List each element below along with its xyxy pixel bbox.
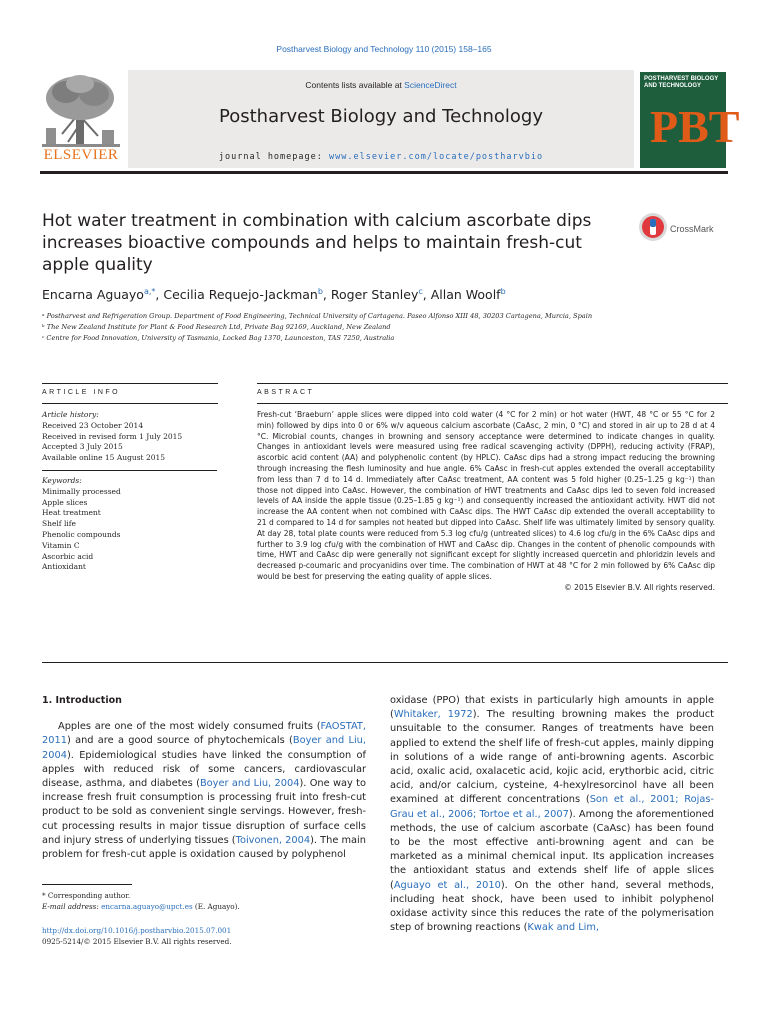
keyword-item: Minimally processed — [42, 486, 121, 496]
issn-copyright: 0925-5214/© 2015 Elsevier B.V. All rights reserved. — [42, 937, 232, 946]
citation-link[interactable]: Son et al., 2001; Rojas-Grau et al., 2006; Tortoe et al., 2007 — [390, 794, 714, 820]
body-text: ). Epidemiological studies have linked the consumption of apples with reduced risk of some cancers, cardiovascular disease, asthma, and diabetes ( — [42, 749, 366, 790]
introduction-paragraph — [42, 720, 366, 862]
abstract-rule-top — [257, 383, 728, 384]
affiliation-item: ᵇ The New Zealand Institute for Plant & Food Research Ltd, Private Bag 92169, Auckland, New Zealand — [42, 323, 391, 331]
affiliation-item: ᶜ Centre for Food Innovation, University of Tasmania, Locked Bag 1370, Launceston, TAS 7250, Australia — [42, 334, 395, 342]
corresponding-author-note: * Corresponding author. — [42, 891, 131, 900]
body-text: ). On the other hand, several methods, including heat shock, have been used to inhibit polyphenol oxidase activity since this reduces the rate of the polymerisation step of browning reactions ( — [390, 879, 714, 934]
author-separator: , — [322, 287, 331, 303]
affiliations — [42, 311, 642, 344]
citation-link[interactable]: Boyer and Liu, 2004 — [42, 735, 367, 761]
introduction-paragraph-continued — [390, 694, 714, 935]
body-text: ). The resulting browning makes the product unsuitable to the consumer. Ranges of treatments have been applied to extend the shelf life of fresh-cut apples, mainly dipping in solutions of a wide range of anti-browning agents. Ascorbic acid, oxalic acid, oxalacetic acid, kojic acid, erythorbic acid, citric acid, and/or calcium, cysteine, 4-hexylresorcinol have all been examined at different concentrations ( — [390, 709, 714, 806]
footnotes — [42, 890, 366, 912]
body-text: ) and are a good source of phytochemicals ( — [66, 735, 293, 747]
author-name[interactable]: Roger Stanley — [330, 287, 419, 303]
author-list — [42, 287, 722, 302]
journal-title: Postharvest Biology and Technology — [219, 106, 543, 127]
citation-link[interactable]: Aguayo et al., 2010 — [393, 879, 501, 891]
email-link[interactable]: encarna.aguayo@upct.es — [101, 902, 193, 911]
masthead — [40, 70, 740, 170]
abstract-copyright: © 2015 Elsevier B.V. All rights reserved. — [564, 582, 715, 592]
author-name[interactable]: Allan Woolf — [430, 287, 501, 303]
body-text: ). One way to increase fresh fruit consumption is processing fruit into fresh-cut product to be sold as convenient single servings. However, fresh-cut processing results in major tissue disruption of surface cells and injury stress of underlying tissues ( — [42, 778, 367, 846]
author-separator: , — [155, 287, 164, 303]
keyword-item: Shelf life — [42, 519, 76, 529]
article-info-rule — [42, 403, 218, 404]
journal-homepage — [128, 152, 634, 162]
contents-line — [128, 80, 634, 90]
email-note — [42, 901, 366, 912]
author-name[interactable]: Cecilia Requejo-Jackman — [163, 287, 318, 303]
homepage-link[interactable]: www.elsevier.com/locate/postharvbio — [329, 152, 544, 162]
journal-cover-thumbnail[interactable] — [640, 72, 740, 168]
body-text: Apples are one of the most widely consumed fruits ( — [58, 721, 321, 733]
keyword-item: Antioxidant — [42, 562, 86, 572]
homepage-prefix: journal homepage: — [218, 152, 329, 162]
keywords-label: Keywords: — [42, 475, 82, 485]
body-column-left — [42, 694, 366, 862]
keyword-item: Apple slices — [42, 497, 88, 507]
citation-link[interactable]: Boyer and Liu, 2004 — [199, 778, 300, 790]
article-title: Hot water treatment in combination with calcium ascorbate dips increases bioactive compounds and helps to maintain fresh-cut apple quality — [42, 211, 592, 275]
abstract-body — [257, 410, 715, 594]
history-item: Received 23 October 2014 — [42, 420, 144, 430]
email-label: E-mail address: — [42, 902, 102, 911]
keyword-item: Phenolic compounds — [42, 529, 121, 539]
body-text: oxidase (PPO) that exists in particularly high amounts in apple ( — [390, 695, 714, 721]
section-title: 1. Introduction — [42, 695, 122, 706]
abstract-heading: ABSTRACT — [257, 389, 315, 396]
article-info-heading: ARTICLE INFO — [42, 389, 121, 396]
article-info-rule-top — [42, 383, 218, 384]
keywords-rule — [42, 470, 217, 471]
author-affiliation-marker[interactable]: c — [418, 287, 423, 296]
history-item: Received in revised form 1 July 2015 — [42, 431, 183, 441]
elsevier-logo[interactable] — [40, 72, 122, 168]
journal-header-box — [128, 70, 634, 168]
publisher-name: ELSEVIER — [43, 147, 119, 163]
email-suffix: (E. Aguayo). — [192, 902, 240, 911]
abstract-rule — [257, 403, 728, 404]
journal-reference[interactable]: Postharvest Biology and Technology 110 (2015) 158–165 — [276, 44, 492, 54]
header-rule — [40, 171, 728, 174]
keyword-item: Vitamin C — [42, 540, 80, 550]
crossmark-badge[interactable] — [638, 212, 728, 246]
keyword-item: Heat treatment — [42, 508, 101, 518]
sciencedirect-link[interactable]: ScienceDirect — [404, 80, 457, 90]
author-affiliation-marker[interactable]: a,* — [143, 287, 156, 296]
body-column-right — [390, 694, 714, 935]
crossmark-label: CrossMark — [670, 224, 714, 234]
citation-link[interactable]: Toivonen, 2004 — [235, 834, 311, 846]
cover-letters: PBT — [650, 101, 740, 152]
citation-link[interactable]: Whitaker, 1972 — [393, 709, 473, 721]
body-text: ). Among the aforementioned methods, the use of calcium ascorbate (CaAsc) has been found to be the most effective anti-browning agent and can be marketed as a minimal chemical input. Its application increases the antioxidant status and extends shelf life of apple slices ( — [390, 808, 714, 891]
article-info — [42, 410, 217, 573]
cover-title: POSTHARVEST BIOLOGY AND TECHNOLOGY — [644, 76, 719, 89]
keyword-item: Ascorbic acid — [42, 551, 94, 561]
author-affiliation-marker[interactable]: b — [317, 287, 323, 296]
history-item: Accepted 3 July 2015 — [42, 442, 123, 452]
author-affiliation-marker[interactable]: b — [500, 287, 506, 296]
elsevier-tree-icon — [40, 72, 122, 150]
body-rule — [42, 662, 728, 663]
citation-link[interactable]: Kwak and Lim, — [527, 922, 600, 934]
article-history-label: Article history: — [42, 410, 99, 419]
author-name[interactable]: Encarna Aguayo — [42, 287, 144, 303]
footnote-rule — [42, 884, 132, 885]
affiliation-item: ᵃ Postharvest and Refrigeration Group. Department of Food Engineering, Technical University of Cartagena. Paseo Alfonso XIII 48, 30203 Cartagena, Murcia, Spain — [42, 312, 593, 320]
citation-link[interactable]: FAOSTAT, 2011 — [42, 721, 366, 747]
contents-prefix: Contents lists available at — [305, 80, 405, 90]
author-separator: , — [422, 287, 431, 303]
doi-link[interactable]: http://dx.doi.org/10.1016/j.postharvbio.2015.07.001 — [42, 926, 232, 935]
abstract-paragraph: Fresh-cut ‘Braeburn’ apple slices were dipped into cold water (4 °C for 2 min) or hot water (HWT, 48 °C or 55 °C for 2 min) followed by dips into 0 or 6% w/v aqueous calcium ascorbate (CaAsc, 2 min, 0 °C) and stored in air up to 28 d at 4 °C. Microbial counts, changes in browning and sensory acceptance were determined to indicate changes in quality. Changes in antioxidant levels were measured using free radical scavenging activity (DPPH), reducing activity (FRAP), ascorbic acid content (AA) and polyphenolic content (by HPLC). CaAsc dips had a strong impact reducing the browning through increasing the flesh luminosity and hue angle. 6% CaAsc in fresh-cut apples extended the overall acceptability from less than 7 d to 14 d. Immediately after CaAsc treatment, AA content was 5 fold higher (0.25–1.25 g kg⁻¹) than those not dipped into CaAsc. However, the combination of HWT treatments and CaAsc dips led to seven fold increased levels of AA inside the apple tissue (0.25–1.85 g kg⁻¹) and consequently increased the antioxidant activity. HWT did not increase the AA content when not combined with CaAsc dips. The HWT CaAsc dip extended the overall acceptability to 21 d compared to 14 d for samples not heated but dipped into CaAsc. Shelf life was ultimately limited by sensory quality. At day 28, total plate counts were reduced from 5.3 log cfu/g (untreated slices) to 4.6 log cfu/g in the 6% CaAsc dips and further to 3.9 log cfu/g with the combination of HWT and CaAsc dip. Changes in the content of phenolic compounds with time, HWT and CaAsc dip were generally not significant except for slightly increased quercetin and phloridzin levels and decreased p-coumaric and procyanidins over time. The combination of HWT at 48 °C for 2 min followed by 6% CaAsc dip would be best for preserving the eating quality of apple slices. — [257, 410, 715, 581]
history-item: Available online 15 August 2015 — [42, 453, 166, 463]
doi-block — [42, 925, 366, 947]
crossmark-icon — [638, 212, 668, 242]
body-text: ). The main problem for fresh-cut apple is oxidation caused by polyphenol — [42, 834, 366, 861]
